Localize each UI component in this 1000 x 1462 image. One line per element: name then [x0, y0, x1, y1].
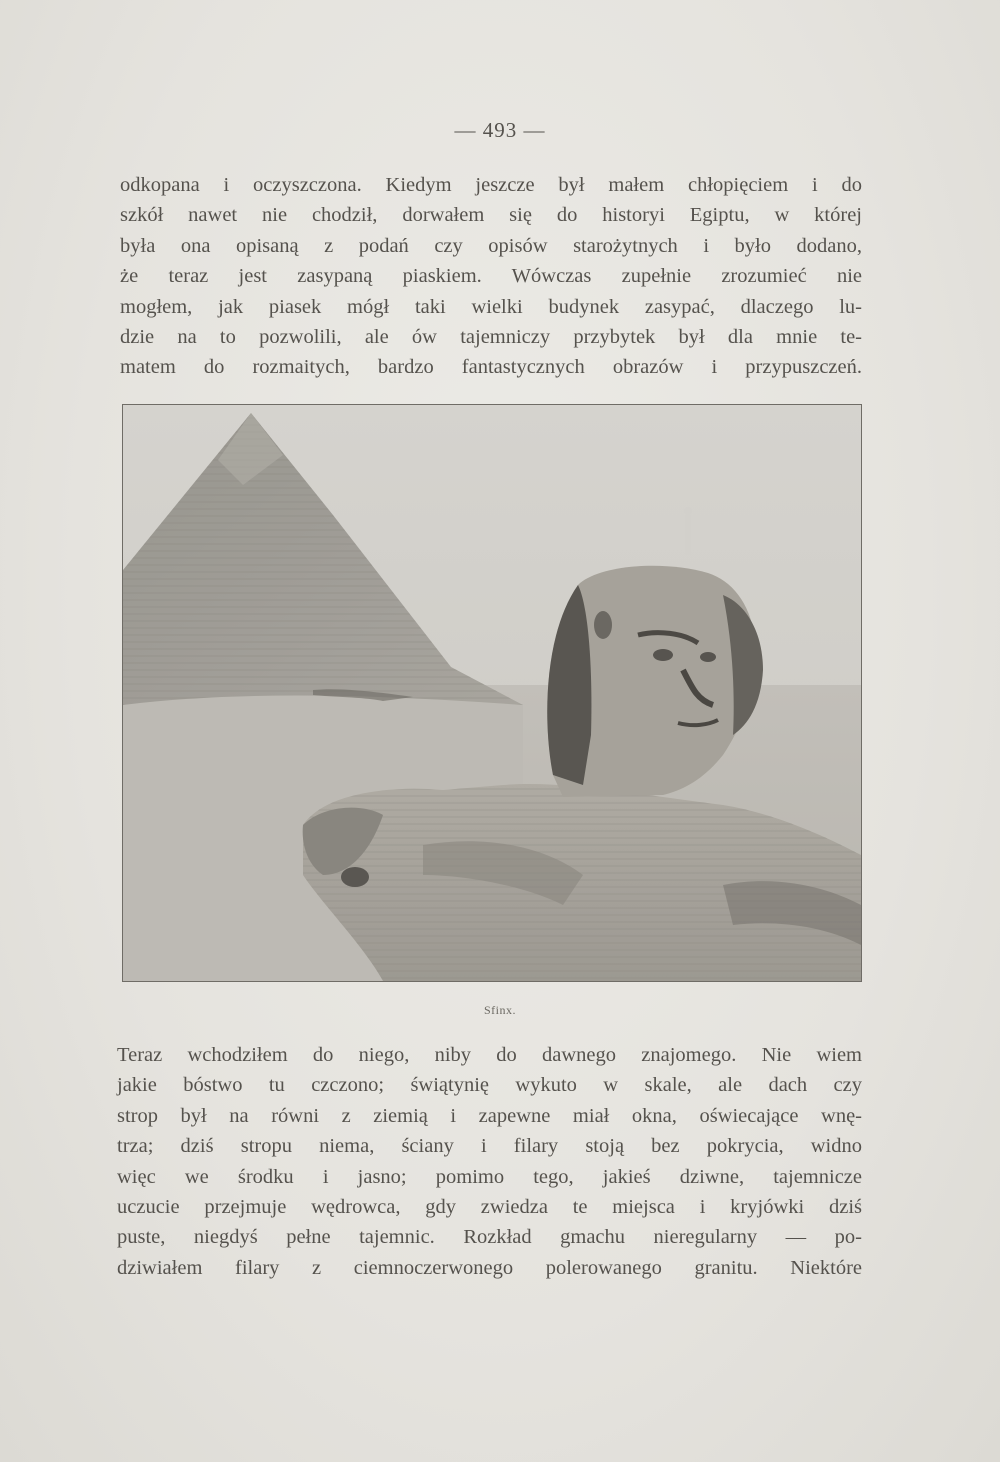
sphinx-illustration	[123, 405, 861, 981]
page-number: — 493 —	[454, 118, 546, 142]
text-line: strop był na równi z ziemią i zapewne miał okna, oświecające wnę-	[117, 1104, 862, 1127]
sphinx-photograph	[122, 404, 862, 982]
text-line: jakie bóstwo tu czczono; świątynię wykuto w skale, ale dach czy	[117, 1074, 862, 1097]
text-line: dzie na to pozwolili, ale ów tajemniczy przybytek był dla mnie te-	[120, 326, 862, 349]
text-line: trza; dziś stropu niema, ściany i filary stoją bez pokrycia, widno	[117, 1135, 862, 1158]
text-line: że teraz jest zasypaną piaskiem. Wówczas zupełnie zrozumieć nie	[120, 265, 862, 288]
text-line: mogłem, jak piasek mógł taki wielki budynek zasypać, dlaczego lu-	[120, 295, 862, 318]
text-line: szkół nawet nie chodził, dorwałem się do historyi Egiptu, w której	[120, 204, 862, 227]
bottom-paragraph	[117, 1040, 862, 1283]
photo-tone	[123, 405, 861, 981]
text-line: dziwiałem filary z ciemnoczerwonego polerowanego granitu. Niektóre	[117, 1256, 862, 1279]
text-line: była ona opisaną z podań czy opisów starożytnych i było dodano,	[120, 234, 862, 257]
top-paragraph	[120, 170, 862, 383]
text-line: uczucie przejmuje wędrowca, gdy zwiedza te miejsca i kryjówki dziś	[117, 1196, 862, 1219]
text-line: więc we środku i jasno; pomimo tego, jakieś dziwne, tajemnicze	[117, 1165, 862, 1188]
text-line: puste, niegdyś pełne tajemnic. Rozkład gmachu nieregularny — po-	[117, 1226, 862, 1249]
text-line: matem do rozmaitych, bardzo fantastycznych obrazów i przypuszczeń.	[120, 356, 862, 379]
text-line: odkopana i oczyszczona. Kiedym jeszcze był małem chłopięciem i do	[120, 174, 862, 196]
text-line: Teraz wchodziłem do niego, niby do dawnego znajomego. Nie wiem	[117, 1044, 862, 1066]
figure-caption: Sfinx.	[483, 1003, 516, 1017]
